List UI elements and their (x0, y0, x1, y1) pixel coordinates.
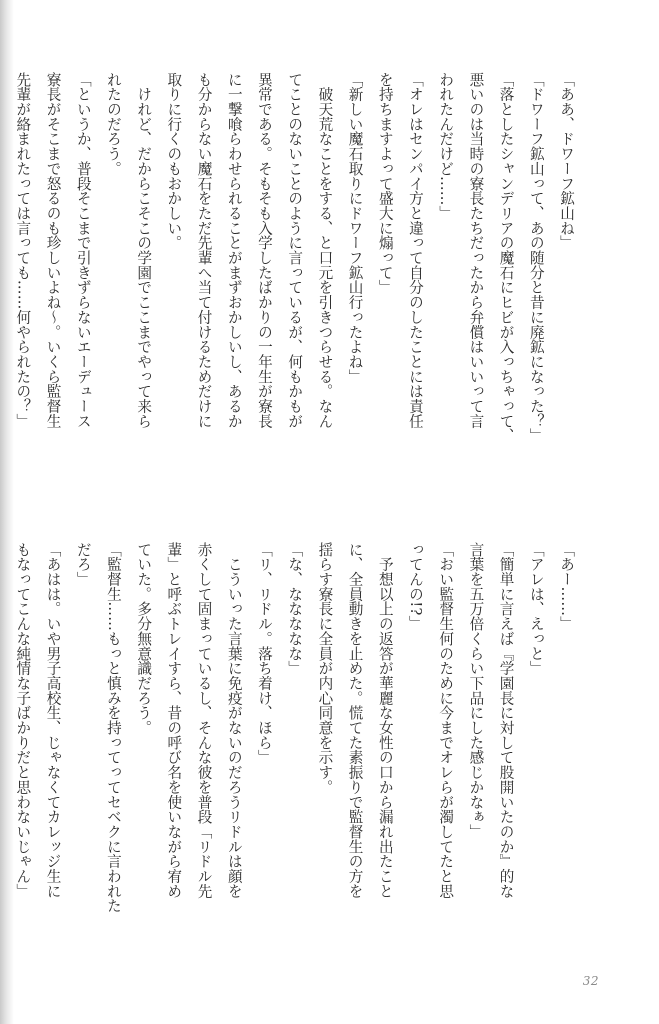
text-line: 「落としたシャンデリアの魔石にヒビが入っちゃって、 (497, 72, 515, 444)
text-line: 予想以上の返答が華麗な女性の口から漏れ出たこと (376, 542, 394, 899)
text-line: 「おい監督生何のために今までオレらが濁してたと思 (437, 542, 455, 899)
text-line: ってんの!?」 (406, 542, 424, 631)
text-line: もなってこんな純情な子ばかりだと思わないじゃん」 (14, 542, 32, 899)
text-line: を持ちますよって盛大に煽って」 (376, 72, 394, 295)
text-line: 取りに行くのもおかしい。 (165, 72, 183, 251)
text-line: 「新しい魔石取りにドワーフ鉱山行ったよね」 (346, 72, 364, 384)
text-line: 「アレは、えっと」 (527, 542, 545, 676)
text-line: に、全員動きを止めた。慌てた素振りで監督生の方を (346, 542, 364, 899)
text-line: けれど、だからこそこの学園でここまでやって来ら (135, 72, 153, 429)
text-line: 「というか、普段そこまで引きずらないエーデュース (74, 72, 92, 429)
text-line: 破天荒なことをする、と口元を引きつらせる。なん (316, 72, 334, 429)
text-line: 揺らす寮長に全員が内心同意を示す。 (316, 542, 334, 795)
text-line: れたのだろう。 (104, 72, 122, 176)
text-line: てことのないことのように言っているが、何もかもが (286, 72, 304, 429)
text-line: 「あー……」 (558, 542, 575, 632)
text-line: 赤くして固まっているし、そんな彼を普段「リドル先 (195, 542, 213, 899)
text-line: も分からない魔石をただ先輩へ当て付けるためだけに (195, 72, 213, 429)
text-line: 輩」と呼ぶトレイすら、昔の呼び名を使いながら宥め (165, 542, 183, 899)
page-number: 32 (582, 974, 599, 988)
text-line: こういった言葉に免疫がないのだろうリドルは顔を (225, 542, 243, 899)
text-line: 異常である。そもそも入学したばかりの一年生が寮長 (255, 72, 273, 429)
text-line: 「リ、リドル。落ち着け、ほら」 (255, 542, 273, 765)
text-line: われたんだけど……」 (437, 72, 455, 221)
text-line: 「あはは。いや男子高校生、じゃなくてカレッジ生に (44, 542, 62, 899)
text-line: 「オレはセンパイ方と違って自分のしたことには責任 (406, 72, 424, 429)
lower-text-block (7, 542, 581, 972)
text-line: 「ああ、ドワーフ鉱山ね」 (558, 72, 575, 251)
text-line: ていた。多分無意識だろう。 (135, 542, 153, 736)
text-line: 「簡単に言えば『学園長に対して股開いたのか』的な (497, 542, 515, 899)
text-line: に一撃喰らわせられることがまずおかしいし、あるか (225, 72, 243, 429)
text-line: 先輩が絡まれたっては言っても……何やられたの？」 (14, 72, 32, 429)
text-line: 「監督生……もっと慎みを持ってってセベクに言われた (104, 542, 122, 914)
text-line: 「ドワーフ鉱山って、あの随分と昔に廃鉱になった？」 (527, 72, 545, 444)
text-line: 「な、ななななな」 (286, 542, 304, 676)
upper-text-block (7, 72, 581, 502)
text-line: 言葉を五万倍くらい下品にした感じかなぁ」 (467, 542, 485, 839)
text-line: 寮長がそこまで怒るのも珍しいよね～。いくら監督生 (44, 72, 62, 429)
text-line: だろ」 (74, 542, 92, 587)
text-line: 悪いのは当時の寮長たちだったから弁償はいいって言 (467, 72, 485, 429)
